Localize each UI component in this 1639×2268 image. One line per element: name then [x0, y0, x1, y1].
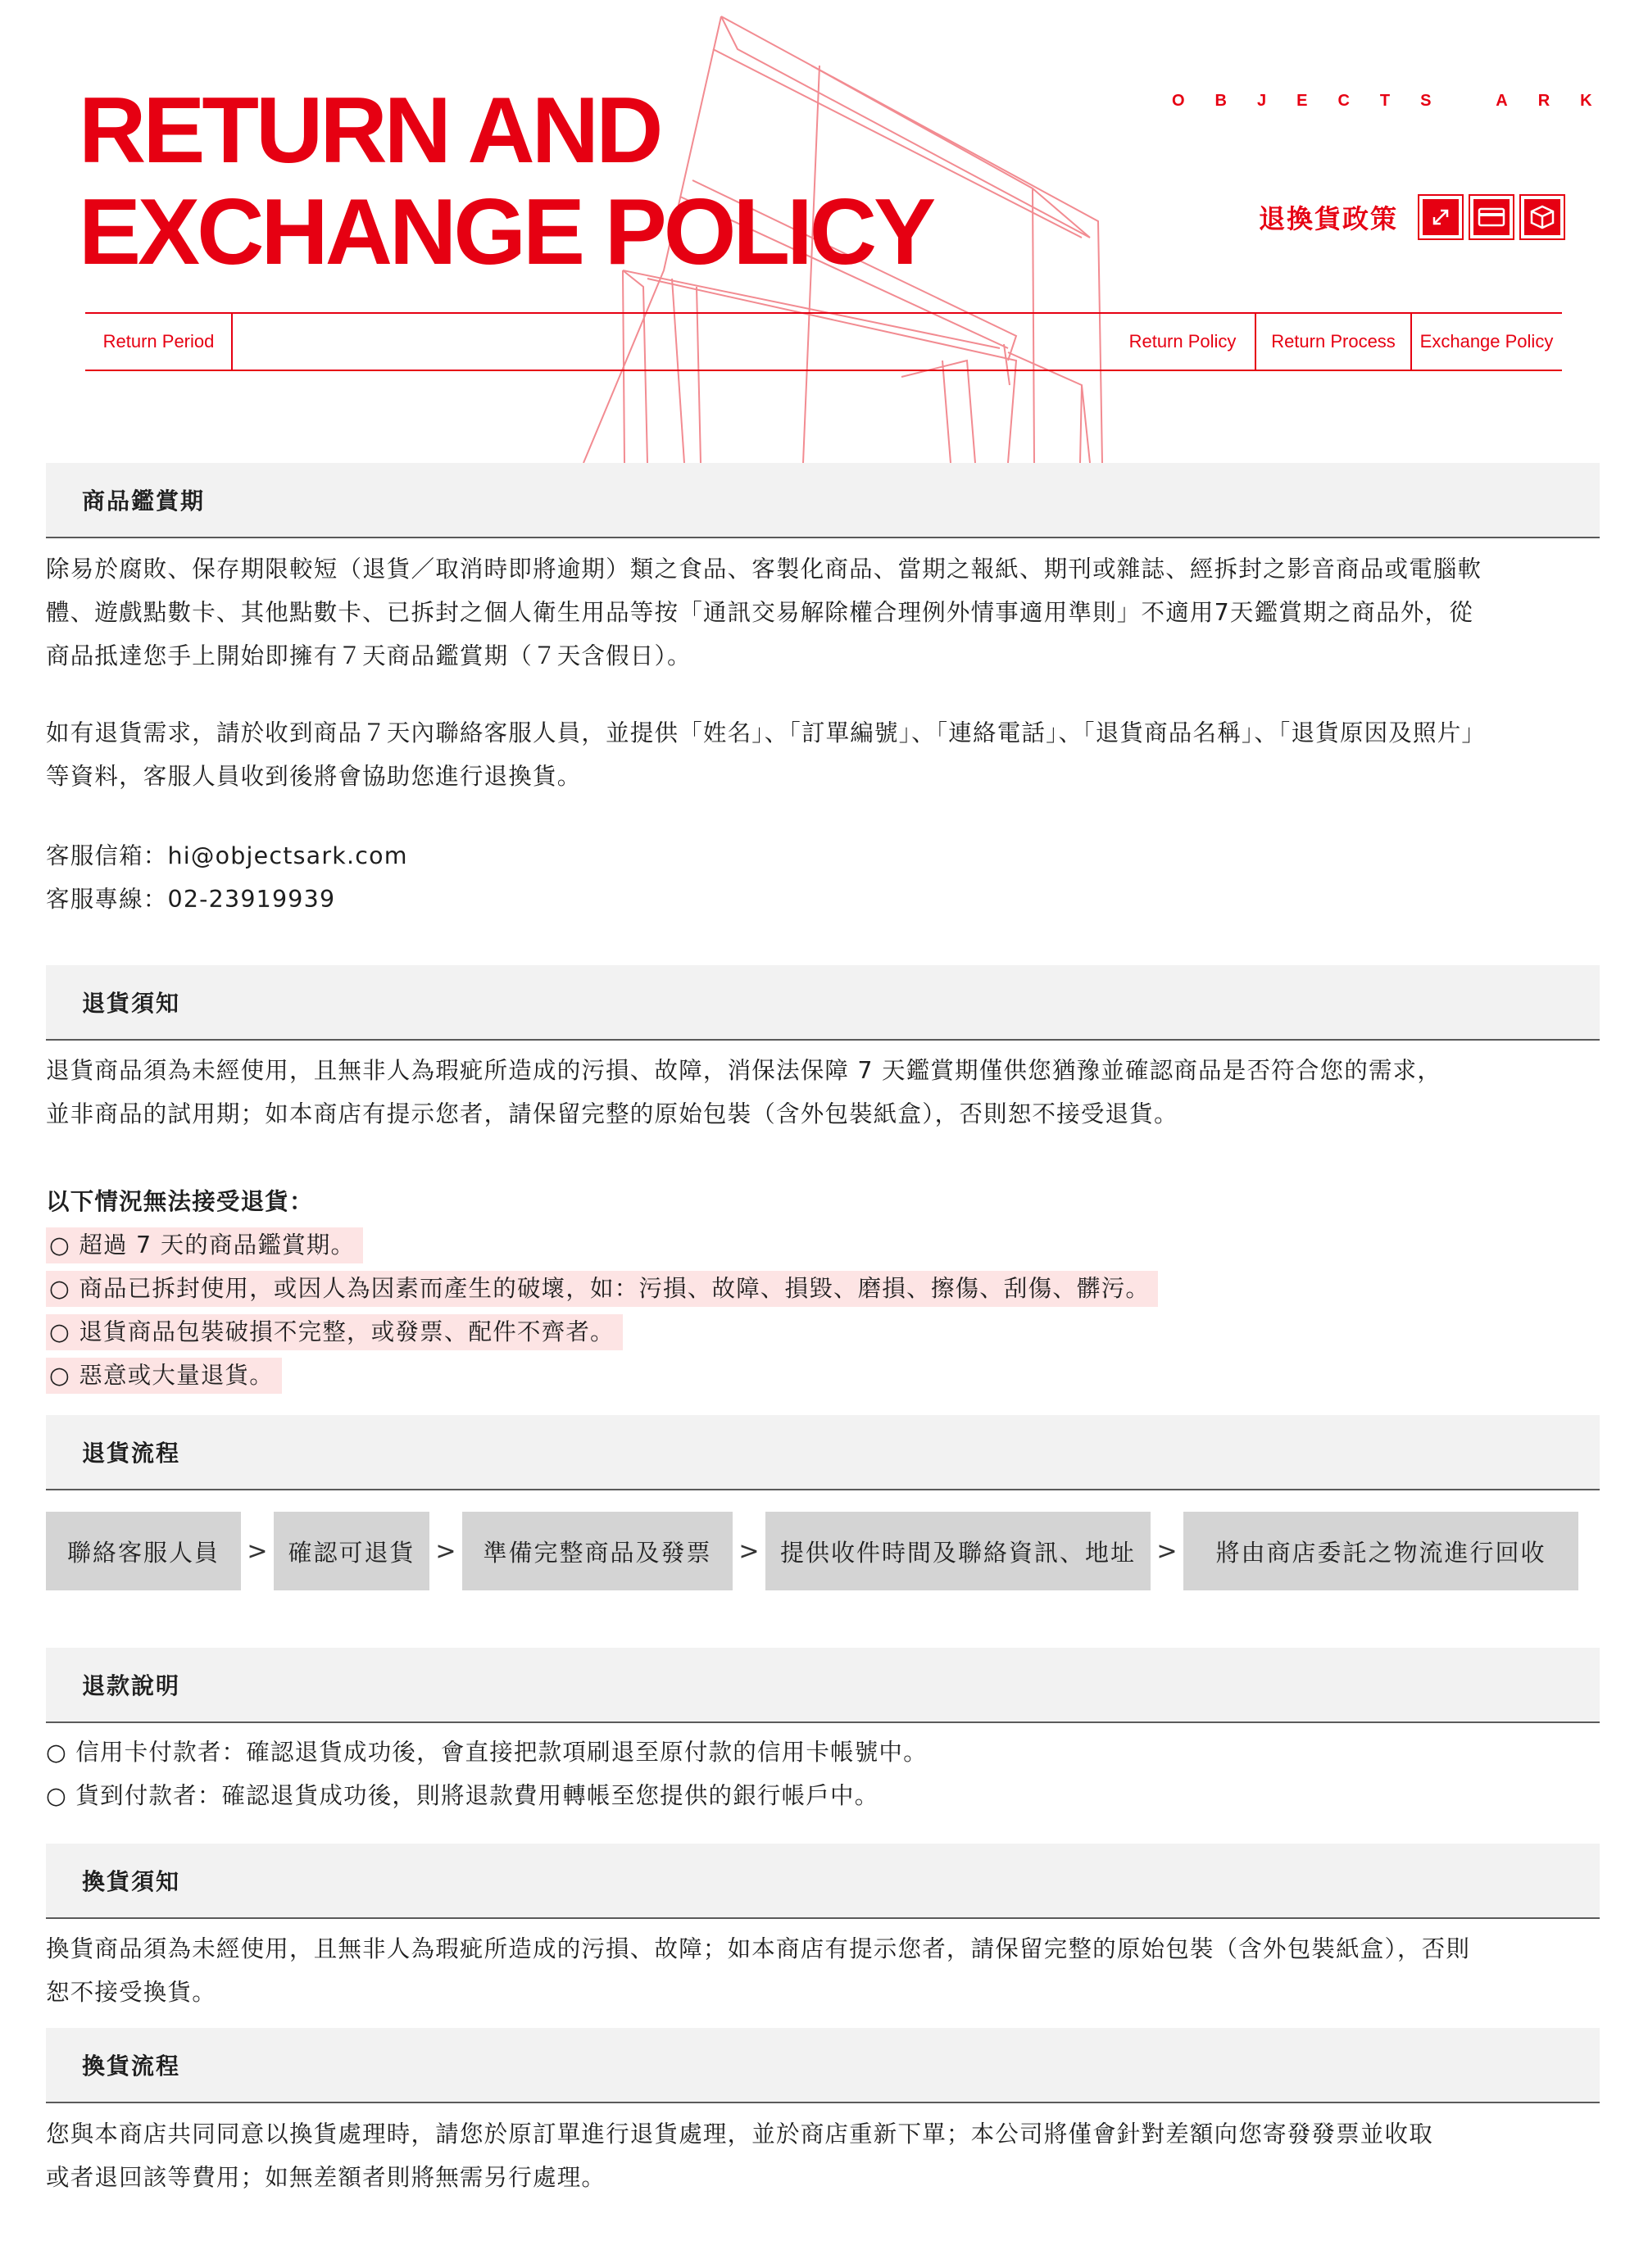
text-line: 退貨商品須為未經使用，且無非人為瑕疵所造成的污損、故障，消保法保障 7 天鑑賞期僅供您猶豫並確認商品是否符合您的需求， — [46, 1057, 1442, 1084]
text-line: 體、遊戲點數卡、其他點數卡、已拆封之個人衛生用品等按「通訊交易解除權合理例外情事適用準則」不適用7天鑑賞期之商品外，從 — [46, 599, 1473, 626]
hero-header — [0, 0, 1639, 463]
text-line: 如有退貨需求，請於收到商品７天內聯絡客服人員，並提供「姓名」、「訂單編號」、「連絡電話」、「退貨商品名稱」、「退貨原因及照片」 — [46, 719, 1487, 746]
section-heading-exchange-notice: 換貨須知 — [46, 1844, 1600, 1919]
contact-email[interactable]: 客服信箱：hi@objectsark.com — [46, 842, 408, 869]
process-separator: > — [247, 1536, 268, 1566]
process-separator: > — [738, 1536, 760, 1566]
exclusions-title: 以下情況無法接受退貨： — [46, 1188, 314, 1215]
nav-return-process[interactable]: Return Process — [1271, 331, 1396, 352]
section-heading-exchange-process: 換貨流程 — [46, 2028, 1600, 2103]
page-title — [79, 80, 933, 284]
text-line: 或者退回該等費用；如無差額者則將無需另行處理。 — [46, 2164, 606, 2191]
credit-card-icon[interactable] — [1469, 194, 1514, 240]
exclusion-item: ○ 退貨商品包裝破損不完整，或發票、配件不齊者。 — [46, 1314, 623, 1350]
process-step-5: 將由商店委託之物流進行回收 — [1183, 1512, 1578, 1590]
policy-label: 退換貨政策 — [1259, 203, 1399, 234]
text-line: 恕不接受換貨。 — [46, 1979, 216, 2006]
brand-name: OBJECTS ARK — [1172, 92, 1623, 110]
process-step-3: 準備完整商品及發票 — [462, 1512, 733, 1590]
text-line: 換貨商品須為未經使用，且無非人為瑕疵所造成的污損、故障；如本商店有提示您者，請保留完整的原始包裝（含外包裝紙盒），否則 — [46, 1935, 1471, 1962]
return-process-steps — [46, 1512, 1578, 1590]
nav-return-period[interactable]: Return Period — [102, 331, 215, 352]
policy-nav — [85, 313, 1562, 370]
refund-item: ○ 貨到付款者：確認退貨成功後，則將退款費用轉帳至您提供的銀行帳戶中。 — [46, 1782, 879, 1809]
box-icon[interactable] — [1519, 194, 1565, 240]
process-step-4: 提供收件時間及聯絡資訊、地址 — [765, 1512, 1151, 1590]
contact-phone[interactable]: 客服專線：02-23919939 — [46, 886, 336, 913]
return-notice-paragraph — [46, 1049, 1603, 1136]
section-heading-appreciation: 商品鑑賞期 — [46, 463, 1600, 538]
text-line: 商品抵達您手上開始即擁有７天商品鑑賞期（７天含假日）。 — [46, 642, 692, 669]
text-line: 等資料，客服人員收到後將會協助您進行退換貨。 — [46, 763, 582, 790]
section-heading-return-process: 退貨流程 — [46, 1415, 1600, 1490]
appreciation-paragraph-2 — [46, 711, 1603, 798]
process-step-1: 聯絡客服人員 — [46, 1512, 241, 1590]
nav-exchange-policy[interactable]: Exchange Policy — [1419, 331, 1554, 352]
process-separator: > — [1156, 1536, 1178, 1566]
text-line: 除易於腐敗、保存期限較短（退貨／取消時即將逾期）類之食品、客製化商品、當期之報紙、期刊或雜誌、經拆封之影音商品或電腦軟 — [46, 556, 1482, 583]
section-heading-refund: 退款說明 — [46, 1648, 1600, 1723]
refund-item: ○ 信用卡付款者：確認退貨成功後，會直接把款項刷退至原付款的信用卡帳號中。 — [46, 1739, 928, 1766]
exchange-process-paragraph — [46, 2112, 1603, 2199]
section-heading-return-notice: 退貨須知 — [46, 965, 1600, 1041]
title-line-1: RETURN AND — [79, 79, 661, 183]
text-line: 並非商品的試用期；如本商店有提示您者，請保留完整的原始包裝（含外包裝紙盒），否則恕不接受退貨。 — [46, 1100, 1178, 1127]
appreciation-paragraph-1 — [46, 547, 1603, 678]
title-line-2: EXCHANGE POLICY — [79, 180, 933, 284]
exclusion-item: ○ 商品已拆封使用，或因人為因素而產生的破壞，如：污損、故障、損毀、磨損、擦傷、刮傷、髒污。 — [46, 1271, 1158, 1307]
arrows-icon[interactable] — [1418, 194, 1464, 240]
process-step-2: 確認可退貨 — [274, 1512, 429, 1590]
text-line: 您與本商店共同同意以換貨處理時，請您於原訂單進行退貨處理，並於商店重新下單；本公司將僅會針對差額向您寄發發票並收取 — [46, 2121, 1433, 2148]
exclusion-item: ○ 超過 7 天的商品鑑賞期。 — [46, 1227, 363, 1263]
contact-info — [46, 834, 1603, 921]
refund-list — [46, 1730, 1603, 1817]
return-exclusions — [46, 1180, 1603, 1397]
exchange-notice-paragraph — [46, 1927, 1603, 2014]
nav-return-policy[interactable]: Return Policy — [1128, 331, 1237, 352]
process-separator: > — [435, 1536, 456, 1566]
exclusion-item: ○ 惡意或大量退貨。 — [46, 1358, 282, 1394]
policy-badge-row — [1259, 193, 1565, 241]
